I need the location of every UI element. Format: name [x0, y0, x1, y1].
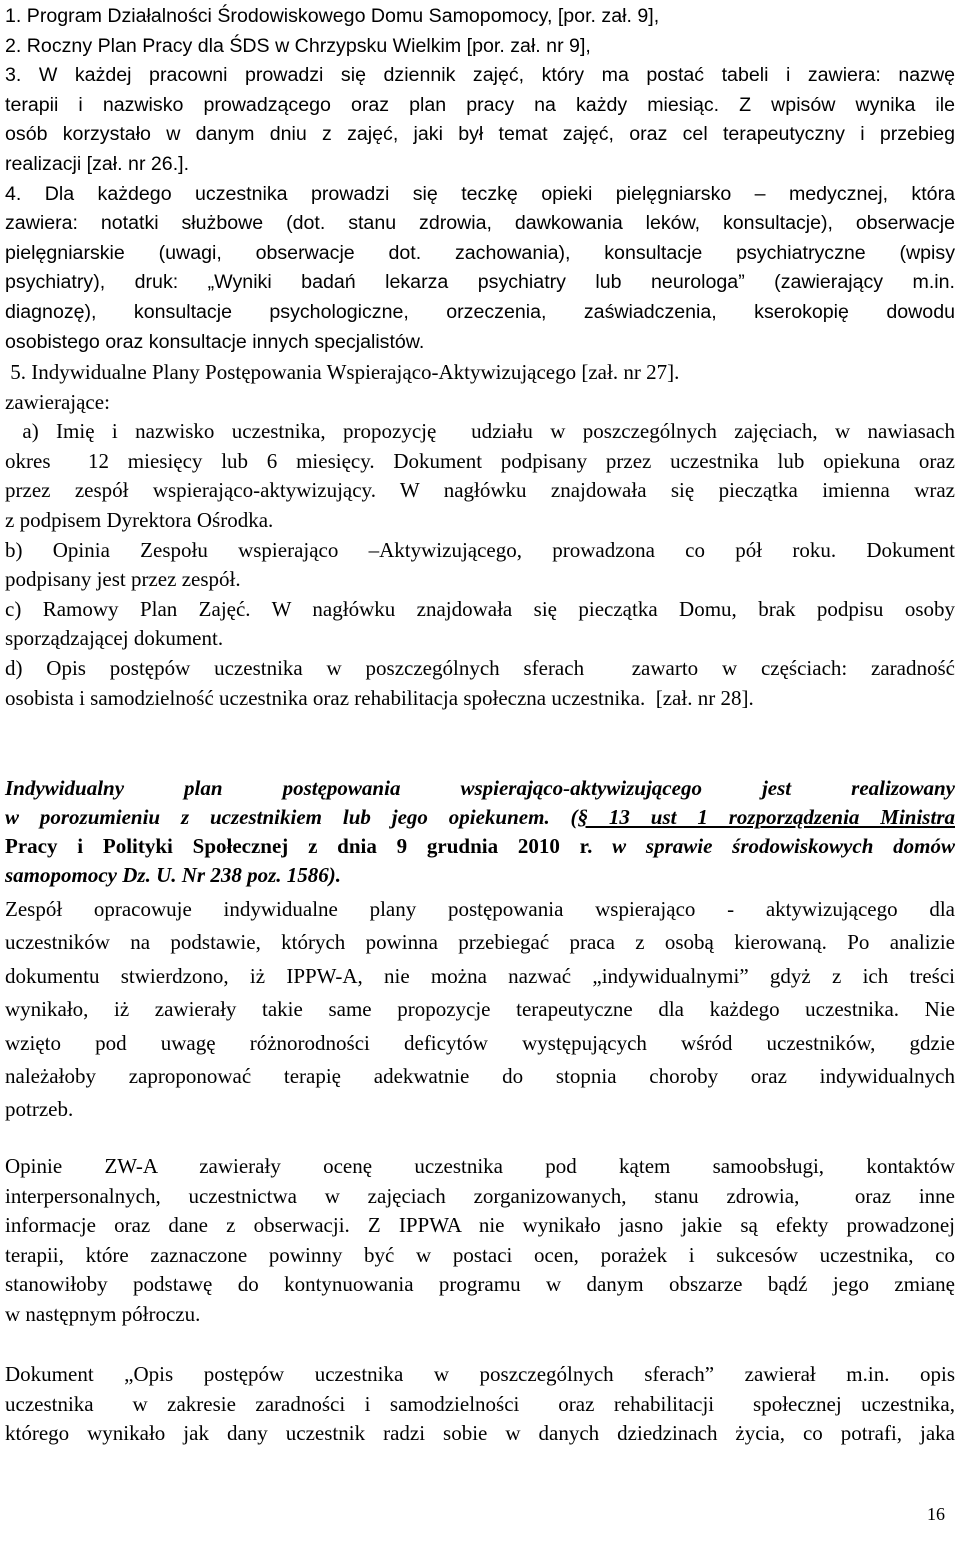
regulation-paragraph: [5, 774, 955, 890]
team-paragraph: [5, 893, 955, 1127]
item-5-line: 5. Indywidualne Plany Postępowania Wspierająco-Aktywizującego [zał. nr 27].: [5, 360, 680, 384]
paragraph-line: Zespół opracowuje indywidualne plany postępowania wspierająco - aktywizującego dla: [5, 897, 955, 921]
regulation-citation-bold: Pracy i Polityki Społecznej z dnia 9 grudnia 2010 r.: [5, 834, 613, 858]
paragraph-line: Dokument „Opis postępów uczestnika w poszczególnych sferach” zawierał m.in. opis: [5, 1362, 955, 1386]
regulation-text: w porozumieniu z uczestnikiem lub jego opiekunem. (: [5, 805, 578, 829]
item-d-line: osobista i samodzielność uczestnika oraz rehabilitacja społeczna uczestnika. [zał. nr 28].: [5, 685, 754, 710]
item-3-line: osób korzystało w danym dniu z zajęć, jaki był temat zajęć, oraz cel terapeutyczny i przebieg: [5, 123, 955, 146]
paragraph-line: terapii, które zaznaczone powinny być w postaci ocen, porażek i sukcesów uczestnika, co: [5, 1242, 955, 1267]
item-d-line: d) Opis postępów uczestnika w poszczególnych sferach zawarto w częściach: zaradność: [5, 655, 955, 680]
ippwa-intro-line: zawierające:: [5, 389, 110, 414]
item-c-line: sporządzającej dokument.: [5, 626, 224, 651]
regulation-citation: § 13 ust 1 rozporządzenia Ministra: [577, 805, 955, 829]
paragraph-line: Opinie ZW-A zawierały ocenę uczestnika pod kątem samoobsługi, kontaktów: [5, 1154, 955, 1178]
item-2-line: 2. Roczny Plan Pracy dla ŚDS w Chrzypsku Wielkim [por. zał. nr 9],: [5, 34, 591, 57]
item-4-line: osobistego oraz konsultacje innych specjalistów.: [5, 330, 425, 353]
paragraph-line: którego wynikało jak dany uczestnik radzi sobie w danych dziedzinach życia, co potrafi, jaka: [5, 1421, 955, 1446]
regulation-line: Indywidualny plan postępowania wspierająco-aktywizującego jest realizowany: [5, 776, 955, 800]
item-4-line: pielęgniarskie (uwagi, obserwacje dot. zachowania), konsultacje psychiatryczne (wpisy: [5, 241, 955, 264]
item-a-line: a) Imię i nazwisko uczestnika, propozycję udziału w poszczególnych zajęciach, w nawiasach: [5, 419, 955, 444]
item-b-line: b) Opinia Zespołu wspierająco –Aktywizującego, prowadzona co pół roku. Dokument: [5, 537, 955, 562]
regulation-title: w sprawie środowiskowych domów: [612, 834, 955, 858]
numbered-items-1-4: [5, 2, 955, 357]
paragraph-line: należałoby zaproponować terapię adekwatnie do stopnia choroby oraz indywidualnych: [5, 1064, 955, 1089]
item-a-line: przez zespół wspierająco-aktywizujący. W nagłówku znajdowała się pieczątka imienna wraz: [5, 478, 955, 503]
paragraph-line: interpersonalnych, uczestnictwa w zajęciach zorganizowanych, stanu zdrowia, oraz inne: [5, 1183, 955, 1208]
paragraph-line: wzięto pod uwagę różnorodności deficytów występujących wśród uczestników, gdzie: [5, 1030, 955, 1055]
item-3-line: terapii i nazwisko prowadzącego oraz plan pracy na każdy miesiąc. Z wpisów wynika ile: [5, 93, 955, 116]
item-4-line: 4. Dla każdego uczestnika prowadzi się teczkę opieki pielęgniarsko – medycznej, która: [5, 182, 955, 205]
opinions-paragraph: [5, 1152, 955, 1330]
page-number: 16: [927, 1504, 945, 1524]
item-1-line: 1. Program Działalności Środowiskowego Domu Samopomocy, [por. zał. 9],: [5, 5, 660, 27]
paragraph-line: potrzeb.: [5, 1097, 74, 1122]
paragraph-line: stanowiłoby podstawę do kontynuowania programu w danym obszarze bądź jego zmianę: [5, 1272, 955, 1297]
regulation-line: [5, 832, 955, 861]
paragraph-line: uczestnika w zakresie zaradności i samodzielności oraz rehabilitacji społecznej uczestnika,: [5, 1391, 955, 1416]
document-paragraph: [5, 1360, 955, 1449]
item-4-line: psychiatry), druk: „Wyniki badań lekarza psychiatry lub neurologa” (zawierający m.in.: [5, 271, 955, 294]
ippwa-section: [5, 358, 955, 713]
paragraph-line: w następnym półroczu.: [5, 1301, 201, 1326]
item-c-line: c) Ramowy Plan Zajęć. W nagłówku znajdowała się pieczątka Domu, brak podpisu osoby: [5, 596, 955, 621]
item-a-line: z podpisem Dyrektora Ośrodka.: [5, 507, 274, 532]
paragraph-line: informacje oraz dane z obserwacji. Z IPPWA nie wynikało jasno jakie są efekty prowadzonej: [5, 1213, 955, 1238]
paragraph-line: dokumentu stwierdzono, iż IPPW-A, nie można nazwać „indywidualnymi” gdyż z ich treści: [5, 963, 955, 988]
item-b-line: podpisany jest przez zespół.: [5, 567, 241, 592]
paragraph-line: uczestników na podstawie, których powinna przebiegać praca z osobą kierowaną. Po analizie: [5, 930, 955, 955]
item-3-line: realizacji [zał. nr 26.].: [5, 152, 190, 175]
item-4-line: zawiera: notatki służbowe (dot. stanu zdrowia, dawkowania leków, konsultacje), obserwacje: [5, 212, 955, 235]
item-4-line: diagnozę), konsultacje psychologiczne, orzeczenia, zaświadczenia, kserokopię dowodu: [5, 300, 955, 323]
item-3-line: 3. W każdej pracowni prowadzi się dziennik zajęć, który ma postać tabeli i zawiera: nazwę: [5, 64, 955, 87]
regulation-line: samopomocy Dz. U. Nr 238 poz. 1586).: [5, 863, 341, 887]
item-a-line: okres 12 miesięcy lub 6 miesięcy. Dokument podpisany przez uczestnika lub opiekuna oraz: [5, 448, 955, 473]
paragraph-line: wynikało, iż zawierały takie same propozycje terapeutyczne dla każdego uczestnika. Nie: [5, 997, 955, 1022]
regulation-line: [5, 803, 955, 832]
